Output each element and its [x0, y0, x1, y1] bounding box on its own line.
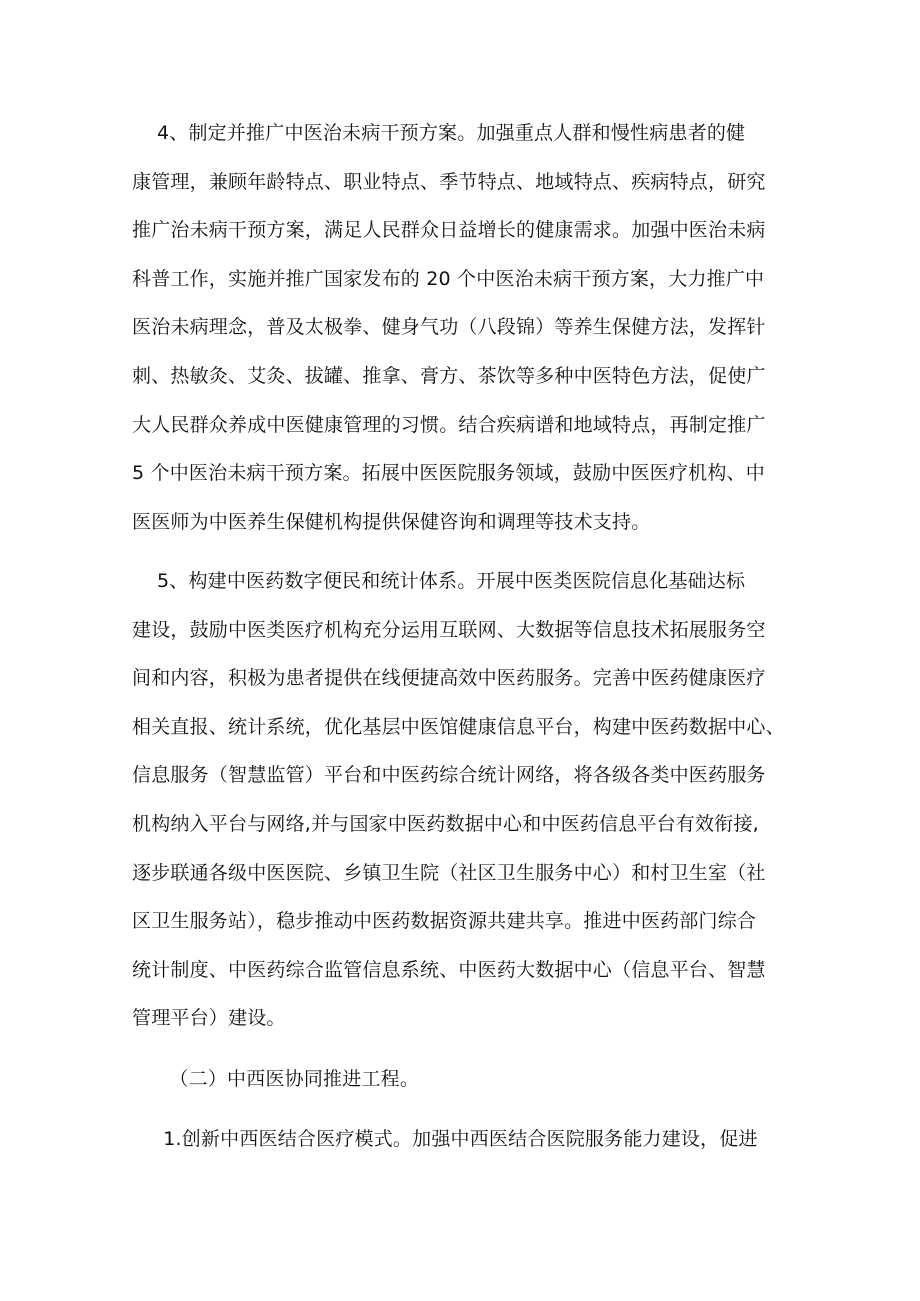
text-line: 相关直报、统计系统，优化基层中医馆健康信息平台，构建中医药数据中心、 [132, 715, 785, 738]
text-line: 机构纳入平台与网络,并与国家中医药数据中心和中医药信息平台有效衔接, [132, 812, 759, 835]
text-line: 管理平台）建设。 [132, 1007, 286, 1030]
text-line: 医治未病理念，普及太极拳、健身气功（八段锦）等养生保健方法，发挥针 [132, 316, 766, 339]
text-line: 刺、热敏灸、艾灸、拔罐、推拿、膏方、茶饮等多种中医特色方法，促使广 [132, 364, 766, 387]
paragraph-integrated-medicine [132, 1115, 794, 1164]
text-line: 医医师为中医养生保健机构提供保健咨询和调理等技术支持。 [132, 510, 651, 533]
text-line: 推广治未病干预方案，满足人民群众日益增长的健康需求。加强中医治未病 [132, 219, 766, 242]
text-line: 间和内容，积极为患者提供在线便捷高效中医药服务。完善中医药健康医疗 [132, 667, 766, 690]
section-heading [132, 1055, 794, 1104]
paragraph-tcm-digital-statistics [132, 557, 794, 1043]
text-line: 建设，鼓励中医类医疗机构充分运用互联网、大数据等信息技术拓展服务空 [132, 618, 766, 641]
heading-line: （二）中西医协同推进工程。 [132, 1068, 420, 1090]
text-line: 区卫生服务站），稳步推动中医药数据资源共建共享。推进中医药部门综合 [132, 910, 757, 933]
text-line: 大人民群众养成中医健康管理的习惯。结合疾病谱和地域特点，再制定推广 [132, 413, 766, 436]
paragraph-tcm-prevention-plan [132, 109, 794, 546]
text-line: 信息服务（智慧监管）平台和中医药综合统计网络，将各级各类中医药服务 [132, 764, 766, 787]
text-line: 统计制度、中医药综合监管信息系统、中医药大数据中心（信息平台、智慧 [132, 958, 766, 981]
text-line: 逐步联通各级中医医院、乡镇卫生院（社区卫生服务中心）和村卫生室（社 [132, 861, 766, 884]
text-line: 5、构建中医药数字便民和统计体系。开展中医类医院信息化基础达标 [132, 570, 746, 592]
text-line: 康管理，兼顾年龄特点、职业特点、季节特点、地域特点、疾病特点，研究 [132, 170, 766, 193]
text-line: 科普工作，实施并推广国家发布的 20 个中医治未病干预方案，大力推广中 [132, 267, 765, 290]
text-line: 1.创新中西医结合医疗模式。加强中西医结合医院服务能力建设，促进 [132, 1128, 758, 1150]
text-line: 4、制定并推广中医治未病干预方案。加强重点人群和慢性病患者的健 [132, 122, 746, 144]
text-line: 5 个中医治未病干预方案。拓展中医医院服务领域，鼓励中医医疗机构、中 [132, 462, 765, 485]
